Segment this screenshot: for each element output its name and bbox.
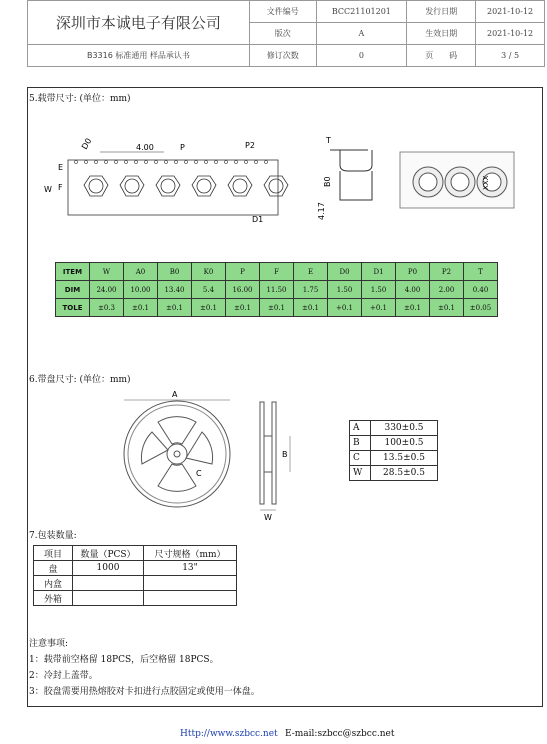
note-item: 2：冷封上盖带。 xyxy=(29,671,98,681)
spec-header-label: ITEM xyxy=(56,263,90,281)
revision: 0 xyxy=(316,45,407,67)
spec-header-cell: B0 xyxy=(158,263,192,281)
website-link[interactable]: Http://www.szbcc.net xyxy=(180,729,278,739)
section7-title: 7.包装数量: xyxy=(29,531,77,541)
d0-label: D0 xyxy=(79,136,94,151)
spec-tole-cell: ±0.3 xyxy=(90,299,124,317)
spec-header-cell: P0 xyxy=(396,263,430,281)
spec-dim-cell: 11.50 xyxy=(260,281,294,299)
reel-a-label: A xyxy=(172,390,178,399)
spec-header-cell: K0 xyxy=(192,263,226,281)
spec-dim-cell: 10.00 xyxy=(124,281,158,299)
spec-dim-cell: 24.00 xyxy=(90,281,124,299)
spec-table xyxy=(55,262,498,317)
p2-label: P2 xyxy=(245,141,255,150)
spec-tole-cell: +0.1 xyxy=(362,299,396,317)
spec-tole-cell: ±0.1 xyxy=(260,299,294,317)
spec-tole-cell: +0.1 xyxy=(328,299,362,317)
spec-header-cell: E xyxy=(294,263,328,281)
spec-dim-cell: 5.4 xyxy=(192,281,226,299)
effective-date: 2021-10-12 xyxy=(476,23,545,45)
reel-dim-row: W 28.5±0.5 xyxy=(350,466,438,481)
spec-header-cell: T xyxy=(464,263,498,281)
spec-dim-cell: 16.00 xyxy=(226,281,260,299)
e-label: E xyxy=(58,163,64,172)
spec-dim-cell: 2.00 xyxy=(430,281,464,299)
spec-tole-cell: ±0.1 xyxy=(430,299,464,317)
k0-label: 4.17 xyxy=(317,202,326,220)
doc-title: B3316 标准通用 样品承认书 xyxy=(28,45,250,67)
reel-dim-table xyxy=(349,420,438,481)
spec-tole-cell: ±0.1 xyxy=(158,299,192,317)
page-label: 页 码 xyxy=(407,45,476,67)
tape-side-drawing xyxy=(318,135,388,230)
d1-label: D1 xyxy=(252,215,264,224)
spec-header-cell: P2 xyxy=(430,263,464,281)
spec-tole-cell: ±0.1 xyxy=(294,299,328,317)
spec-tole-cell: ±0.05 xyxy=(464,299,498,317)
reel-dim-row: A 330±0.5 xyxy=(350,421,438,436)
reel-side-drawing xyxy=(252,398,302,523)
xxx-mark: XXX xyxy=(482,175,490,190)
spec-tole-cell: ±0.1 xyxy=(226,299,260,317)
p0-label: 4.00 xyxy=(136,143,154,152)
t-label: T xyxy=(326,136,331,145)
reel-dim-row: C 13.5±0.5 xyxy=(350,451,438,466)
note-item: 1：载带前空格留 18PCS，后空格留 18PCS。 xyxy=(29,655,219,665)
reel-dim-row: B 100±0.5 xyxy=(350,436,438,451)
spec-tole-cell: ±0.1 xyxy=(192,299,226,317)
file-no-label: 文件编号 xyxy=(249,1,316,23)
pack-table xyxy=(33,545,237,606)
header-table xyxy=(27,0,545,67)
note-item: 3：胶盘需要用热熔胶对卡扣进行点胶固定或使用一体盘。 xyxy=(29,687,260,697)
section6-title: 6.带盘尺寸: (单位：mm) xyxy=(29,375,131,385)
version: A xyxy=(316,23,407,45)
spec-dim-cell: 0.40 xyxy=(464,281,498,299)
pack-header-row: 项目 数量（PCS） 尺寸规格（mm） xyxy=(34,546,237,561)
spec-header-row xyxy=(56,263,498,281)
section5-title: 5.载带尺寸: (单位：mm) xyxy=(29,94,131,104)
f-label: F xyxy=(58,183,63,192)
spec-tole-cell: ±0.1 xyxy=(396,299,430,317)
carrier-tape-drawing xyxy=(40,130,290,230)
tape-top-photo-drawing xyxy=(398,150,516,212)
spec-tole-row xyxy=(56,299,498,317)
page-number: 3 / 5 xyxy=(476,45,545,67)
issue-date: 2021-10-12 xyxy=(476,1,545,23)
reel-b-label: B xyxy=(282,450,288,459)
effective-label: 生效日期 xyxy=(407,23,476,45)
version-label: 版次 xyxy=(249,23,316,45)
spec-header-cell: W xyxy=(90,263,124,281)
p-label: P xyxy=(180,143,185,152)
revision-label: 修订次数 xyxy=(249,45,316,67)
spec-dim-cell: 1.50 xyxy=(328,281,362,299)
reel-front-drawing xyxy=(118,388,238,513)
issue-date-label: 发行日期 xyxy=(407,1,476,23)
spec-tole-label: TOLE xyxy=(56,299,90,317)
pack-row: 外箱 xyxy=(34,591,237,606)
company-name: 深圳市本诚电子有限公司 xyxy=(28,1,250,45)
spec-dim-cell: 1.75 xyxy=(294,281,328,299)
spec-header-cell: A0 xyxy=(124,263,158,281)
spec-dim-cell: 1.50 xyxy=(362,281,396,299)
spec-dim-cell: 13.40 xyxy=(158,281,192,299)
b0-label: B0 xyxy=(323,176,332,187)
spec-dim-row xyxy=(56,281,498,299)
email-text[interactable]: E-mail:szbcc@szbcc.net xyxy=(285,729,395,739)
w-label: W xyxy=(44,185,52,194)
spec-dim-cell: 4.00 xyxy=(396,281,430,299)
reel-c-label: C xyxy=(196,469,202,478)
spec-dim-label: DIM xyxy=(56,281,90,299)
pack-row: 盘 1000 13" xyxy=(34,561,237,576)
spec-header-cell: D0 xyxy=(328,263,362,281)
spec-tole-cell: ±0.1 xyxy=(124,299,158,317)
reel-w-label: W xyxy=(264,513,272,522)
spec-header-cell: D1 xyxy=(362,263,396,281)
spec-header-cell: P xyxy=(226,263,260,281)
file-no: BCC21101201 xyxy=(316,1,407,23)
pack-row: 内盒 xyxy=(34,576,237,591)
spec-header-cell: F xyxy=(260,263,294,281)
notes-title: 注意事项: xyxy=(29,639,69,649)
